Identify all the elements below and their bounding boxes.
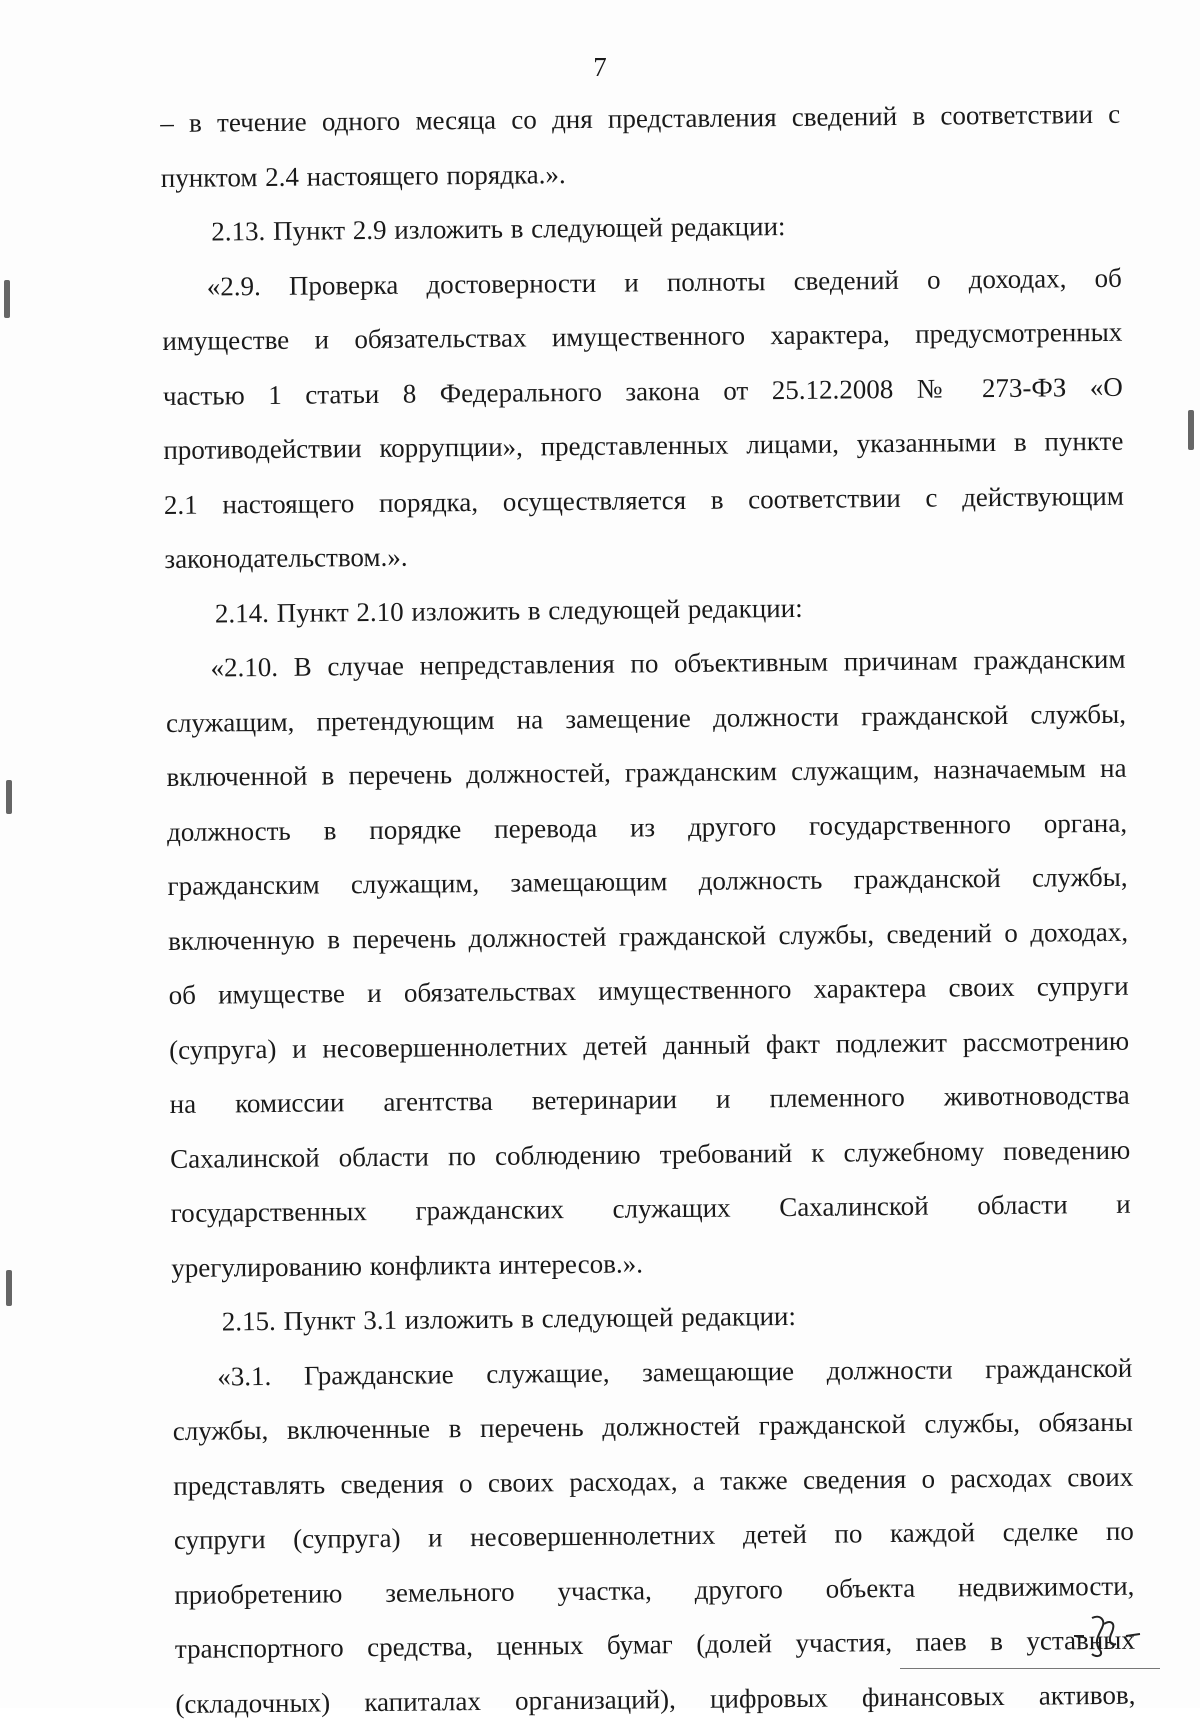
text-line: частью 1 статьи 8 Федерального закона от 25.12.2008 № 273-ФЗ «О (162, 371, 1123, 411)
text-line: противодействии коррупции», представленных лицами, указанными в пункте (163, 425, 1124, 465)
text-line: государственных гражданских служащих Сахалинской области и (170, 1188, 1131, 1228)
handwritten-initials (1070, 1610, 1150, 1660)
text-line: включенной в перечень должностей, гражданским служащим, назначаемым на (166, 752, 1127, 792)
scan-artifact (6, 780, 12, 814)
text-line: (супруга) и несовершеннолетних детей данный факт подлежит рассмотрению (169, 1025, 1130, 1065)
text-line: на комиссии агентства ветеринарии и племенного животноводства (169, 1079, 1130, 1119)
text-line: «3.1. Гражданские служащие, замещающие должности гражданской (217, 1352, 1133, 1392)
text-line: урегулированию конфликта интересов.». (171, 1247, 644, 1283)
text-line: супруги (супруга) и несовершеннолетних детей по каждой сделке по (173, 1515, 1134, 1555)
text-line: – в течение одного месяца со дня представления сведений в соответствии с (160, 98, 1121, 138)
scan-artifact (4, 280, 10, 318)
text-line: транспортного средства, ценных бумаг (долей участия, паев в уставных (174, 1624, 1136, 1664)
text-line: (складочных) капиталах организаций), цифровых финансовых активов, (175, 1679, 1136, 1719)
text-line: должность в порядке перевода из другого государственного органа, (166, 807, 1128, 847)
text-line: включенную в перечень должностей гражданской службы, сведений о доходах, (167, 916, 1129, 956)
text-line: гражданским служащим, замещающим должность гражданской службы, (167, 861, 1128, 901)
text-line: пунктом 2.4 настоящего порядка.». (160, 158, 566, 193)
scan-artifact (1188, 410, 1194, 450)
section-heading: 2.13. Пункт 2.9 изложить в следующей редакции: (211, 211, 786, 247)
text-line: приобретению земельного участка, другого объекта недвижимости, (174, 1570, 1135, 1610)
text-line: «2.9. Проверка достоверности и полноты сведений о доходах, об (206, 262, 1122, 302)
text-line: имуществе и обязательствах имущественного характера, предусмотренных (162, 316, 1123, 356)
signature-underline (900, 1668, 1160, 1669)
text-line: Сахалинской области по соблюдению требований к служебному поведению (170, 1134, 1131, 1174)
page-number: 7 (593, 52, 607, 82)
section-heading: 2.15. Пункт 3.1 изложить в следующей редакции: (221, 1300, 797, 1337)
text-line: служащим, претендующим на замещение должности гражданской службы, (165, 698, 1127, 738)
document-body (160, 87, 1136, 1731)
text-line: законодательством.». (164, 541, 408, 574)
text-line: 2.1 настоящего порядка, осуществляется в соответствии с действующим (163, 480, 1125, 520)
text-line: службы, включенные в перечень должностей гражданской службы, обязаны (172, 1406, 1133, 1446)
text-line: «2.10. В случае непредставления по объективным причинам гражданским (210, 643, 1126, 683)
section-heading: 2.14. Пункт 2.10 изложить в следующей редакции: (214, 592, 803, 628)
text-line: об имуществе и обязательствах имущественного характера своих супруги (168, 970, 1129, 1010)
text-line: представлять сведения о своих расходах, а также сведения о расходах своих (173, 1461, 1134, 1501)
scan-artifact (6, 1270, 12, 1306)
